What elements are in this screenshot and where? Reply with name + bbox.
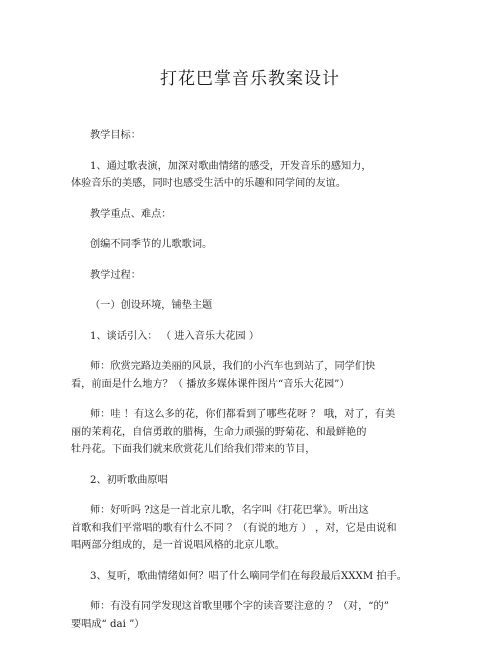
text-line: 2、初听歌曲原唱 [90, 474, 168, 486]
text-line: 丽的茉莉花，自信勇敢的腊梅，生命力顽强的野菊花、和最鲜艳的 [71, 426, 367, 438]
text-line: 1、谈话引入： （ 进入音乐大花园 ） [90, 330, 260, 342]
text-line: 创编不同季节的儿歌歌词。 [90, 239, 213, 250]
document-body [71, 127, 411, 646]
paragraph-section-1 [71, 297, 411, 315]
text-line: 师：好听吗 ?这是一首北京儿歌，名字叫《打花巴掌》。听出这 [90, 505, 369, 516]
text-line: 师：有没有同学发现这首歌里哪个字的读音要注意的 ？（对，“的” [90, 601, 389, 612]
text-line: 看，前面是什么地方？（ 播放多媒体课件图片“音乐大花园”） [71, 378, 350, 390]
text-line: （一）创设环境，铺垫主题 [90, 300, 213, 311]
paragraph-teacher-4 [71, 598, 411, 633]
text-line: 唱两部分组成的，是一首说唱风格的北京儿歌。 [71, 540, 285, 551]
text-line: 教学过程： [90, 269, 141, 281]
text-line: 要唱成“ dai ”） [71, 618, 145, 630]
paragraph-goal-1 [71, 158, 411, 193]
paragraph-teacher-2 [71, 406, 411, 459]
paragraph-teacher-3 [71, 502, 411, 555]
document-title: 打花巴掌音乐教案设计 [160, 69, 340, 89]
text-line: 教学目标： [90, 130, 141, 141]
text-line: 牡丹花。下面我们就来欣赏花儿们给我们带来的节目， [71, 444, 316, 455]
text-line: 师：哇 ！有这么多的花，你们都看到了哪些花呀 ？ 哦，对了，有美 [90, 409, 396, 420]
paragraph-key-content [71, 236, 411, 254]
paragraph-process-heading [71, 267, 411, 285]
text-line: 1、通过歌表演，加深对歌曲情绪的感受，开发音乐的感知力， [90, 160, 372, 172]
paragraph-review [71, 568, 411, 586]
paragraph-teacher-1 [71, 358, 411, 393]
paragraph-first-listen [71, 472, 411, 490]
text-line: 体验音乐的美感，同时也感受生活中的乐趣和同学间的友谊。 [71, 178, 347, 189]
text-line: 师：欣赏完路边美丽的风景，我们的小汽车也到站了，同学们快 [90, 361, 376, 372]
paragraph-goal-heading [71, 127, 411, 145]
paragraph-key-heading [71, 206, 411, 224]
text-line: 3、复听，歌曲情绪如何？唱了什么嘀同学们在每段最后XXXM 拍手。 [90, 570, 407, 582]
text-line: 教学重点、难点： [90, 208, 172, 220]
text-line: 首歌和我们平常唱的歌有什么不同 ？（有说的地方 ） ，对，它是由说和 [71, 522, 397, 534]
paragraph-intro-talk [71, 328, 411, 346]
